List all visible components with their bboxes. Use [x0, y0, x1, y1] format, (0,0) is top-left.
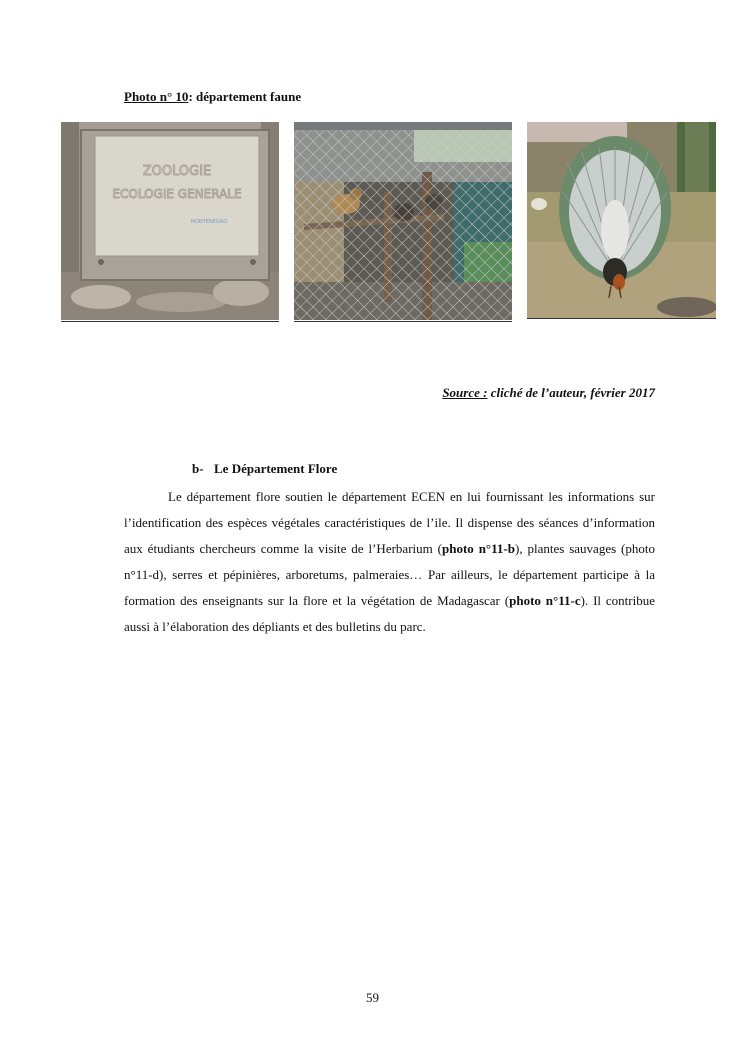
photo-ref-11c: photo n°11-c: [509, 593, 581, 608]
paragraph-text-2: ), plantes sauvages (photo n°11-d), serres et pépinières, arboretums, palmeraies… Par ailleurs, le département participe à la formation des enseignants sur la flore et la végétation de Madagascar (: [124, 541, 656, 608]
photo-animal-cage: [294, 122, 512, 320]
photo-zoology-sign: [61, 122, 279, 320]
photo-source: [442, 385, 655, 401]
paragraph-text-3: ). Il contribue aussi à l’élaboration des dépliants et des bulletins du parc.: [124, 593, 655, 634]
sign-line-3: MONTENEGRO: [190, 219, 228, 225]
photo-caption: [124, 89, 301, 105]
sign-line-2: ECOLOGIE GENERALE: [112, 187, 242, 201]
body-paragraph: [124, 484, 655, 640]
photo-caption-text: : département faune: [188, 89, 302, 104]
sign-line-1: ZOOLOGIE: [142, 164, 212, 179]
source-label: Source :: [442, 385, 488, 400]
photo-border-line: [294, 321, 512, 322]
section-number: b-: [192, 461, 204, 476]
photo-ref-11b: photo n°11-b: [442, 541, 515, 556]
photo-border-line: [527, 318, 716, 319]
photo-peacock: [527, 122, 716, 318]
photo-border-line: [61, 321, 279, 322]
section-title: Le Département Flore: [214, 461, 338, 476]
section-heading: [192, 461, 337, 477]
paragraph-text-1: Le département flore soutien le département ECEN en lui fournissant les informations sur l’identification des espèces végétales caractéristiques de l’ile. Il dispense des séances d’information aux étudiants chercheurs comme la visite de l’Herbarium (: [124, 489, 655, 556]
page-number: 59: [366, 990, 379, 1005]
photo-caption-label: Photo n° 10: [124, 89, 189, 104]
source-text: cliché de l’auteur, février 2017: [487, 385, 655, 400]
